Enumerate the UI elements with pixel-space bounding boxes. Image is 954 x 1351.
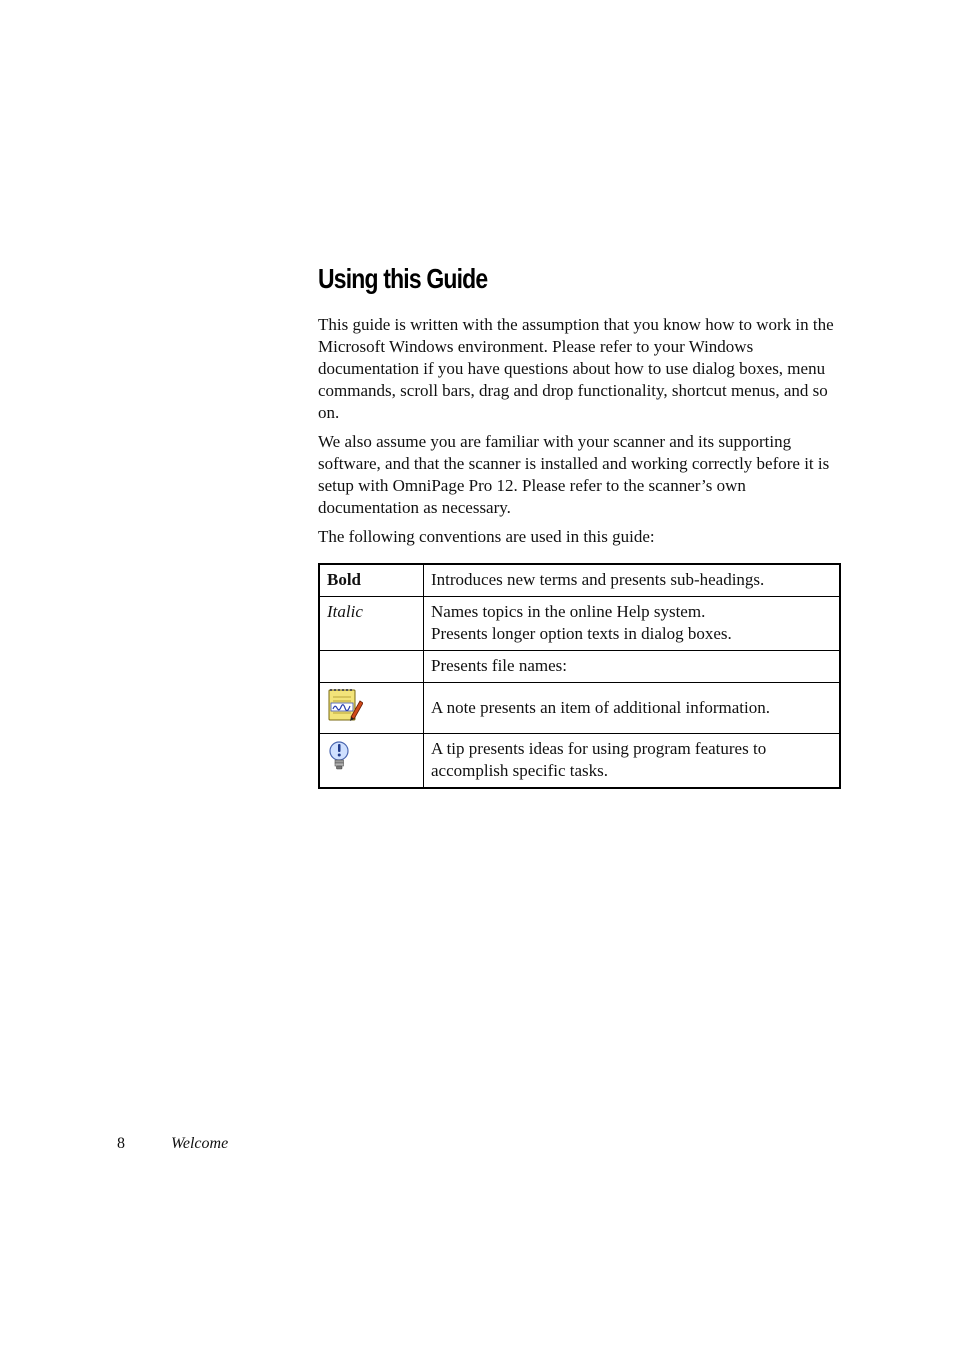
description-line: Presents file names: <box>431 656 567 675</box>
section-name: Welcome <box>171 1135 229 1152</box>
table-row <box>319 564 840 597</box>
convention-term-italic: Italic <box>319 597 424 651</box>
convention-description <box>424 564 841 597</box>
description-line: Presents longer option texts in dialog boxes. <box>431 624 732 643</box>
table-row <box>319 734 840 789</box>
page-title: Using this Guide <box>318 263 488 294</box>
convention-description <box>424 651 841 683</box>
convention-term-tip <box>319 734 424 789</box>
description-line: A note presents an item of additional information. <box>431 697 770 717</box>
conventions-table <box>318 563 841 789</box>
table-row <box>319 597 840 651</box>
convention-term-bold: Bold <box>319 564 424 597</box>
description-line: A tip presents ideas for using program features to <box>431 739 767 758</box>
assumption-paragraph: We also assume you are familiar with your scanner and its supporting software, and that the scanner is installed and working correctly before it is setup with OmniPage Pro 12. Please refer to the scanner’s own documentation as necessary. <box>318 432 830 517</box>
description-line: Names topics in the online Help system. <box>431 602 706 621</box>
main-content <box>318 258 841 789</box>
page-footer <box>117 1133 228 1155</box>
conventions-intro: The following conventions are used in this guide: <box>318 527 655 546</box>
table-row <box>319 651 840 683</box>
description-line: accomplish specific tasks. <box>431 761 609 780</box>
convention-term-note <box>319 683 424 734</box>
note-pad-icon <box>327 687 363 723</box>
table-row <box>319 683 840 734</box>
convention-description <box>424 734 841 789</box>
convention-description <box>424 597 841 651</box>
convention-term-filename <box>319 651 424 683</box>
page-number: 8 <box>117 1135 125 1152</box>
convention-description <box>424 683 841 734</box>
lightbulb-tip-icon <box>327 738 363 774</box>
description-line: Introduces new terms and presents sub-headings. <box>431 570 765 589</box>
intro-paragraph: This guide is written with the assumption that you know how to work in the Microsoft Windows environment. Please refer to your Windows documentation if you have questions about how to use dialog boxes, menu commands, scroll bars, drag and drop functionality, shortcut menus, and so on. <box>318 315 834 422</box>
